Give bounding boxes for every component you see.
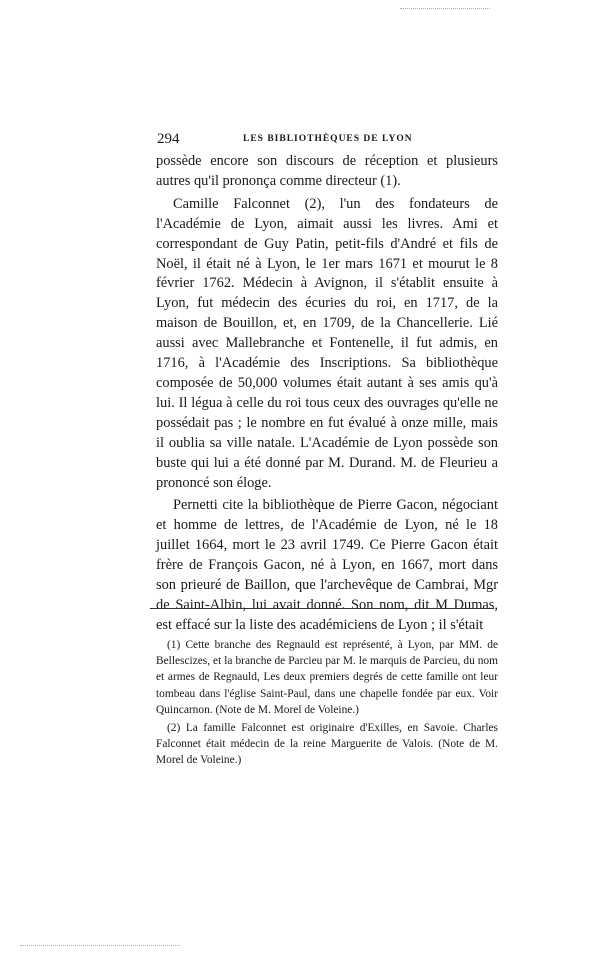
paragraph: Camille Falconnet (2), l'un des fondateurs de l'Académie de Lyon, aimait aussi les livres. Ami et correspondant de Guy Patin, petit-fils d'André et fils de Noël, il était né à Lyon, le 1er mars 1671 et mourut le 8 février 1762. Médecin à Avignon, il s'établit ensuite à Lyon, fut médecin des écuries du roi, en 1717, de la maison de Bouillon, et, en 1709, de la Chancellerie. Lié aussi avec Mallebranche et Fontenelle, il fut admis, en 1716, à l'Académie des Inscriptions. Sa bibliothèque composée de 50,000 volumes était autant à ses amis qu'à lui. Il légua à celle du roi tous ceux des ouvrages qu'elle ne possédait pas ; le nombre en fut évalué à onze mille, mais il oublia sa ville natale. L'Académie de Lyon possède son buste qui lui a été donné par M. Durand. M. de Fleurieu a prononcé son éloge. (156, 195, 498, 491)
main-text (156, 152, 498, 636)
footnotes (156, 637, 498, 769)
running-title: LES BIBLIOTHÈQUES DE LYON (243, 134, 413, 144)
footnote-separator (150, 608, 494, 609)
footnote: (2) La famille Falconnet est originaire d'Exilles, en Savoie. Charles Falconnet était médecin de la reine Marguerite de Valois. (Note de M. Morel de Voleine.) (156, 722, 498, 767)
paragraph: possède encore son discours de réception et plusieurs autres qu'il prononça comme directeur (1). (156, 153, 498, 189)
footnote: (1) Cette branche des Regnauld est représenté, à Lyon, par MM. de Bellescizes, et la branche de Parcieu par M. le marquis de Parcieu, du nom et armes de Regnauld, Les deux premiers degrés de cette famille ont leur tombeau dans l'église Saint-Paul, dans une chapelle fondée par eux. Voir Quincarnon. (Note de M. Morel de Voleine.) (156, 639, 498, 716)
page-header (157, 131, 497, 151)
scan-edge-mark (400, 8, 490, 9)
scan-edge-mark (20, 945, 180, 946)
paragraph: Pernetti cite la bibliothèque de Pierre Gacon, négociant et homme de lettres, de l'Académie de Lyon, né le 18 juillet 1664, mort le 23 avril 1749. Ce Pierre Gacon était frère de François Gacon, né à Lyon, en 1667, mort dans son prieuré de Baillon, que l'archevêque de Cambrai, Mgr de Saint-Albin, lui avait donné. Son nom, dit M Dumas, est effacé sur la liste des académiciens de Lyon ; il s'était (156, 497, 498, 633)
page-number: 294 (157, 131, 180, 147)
